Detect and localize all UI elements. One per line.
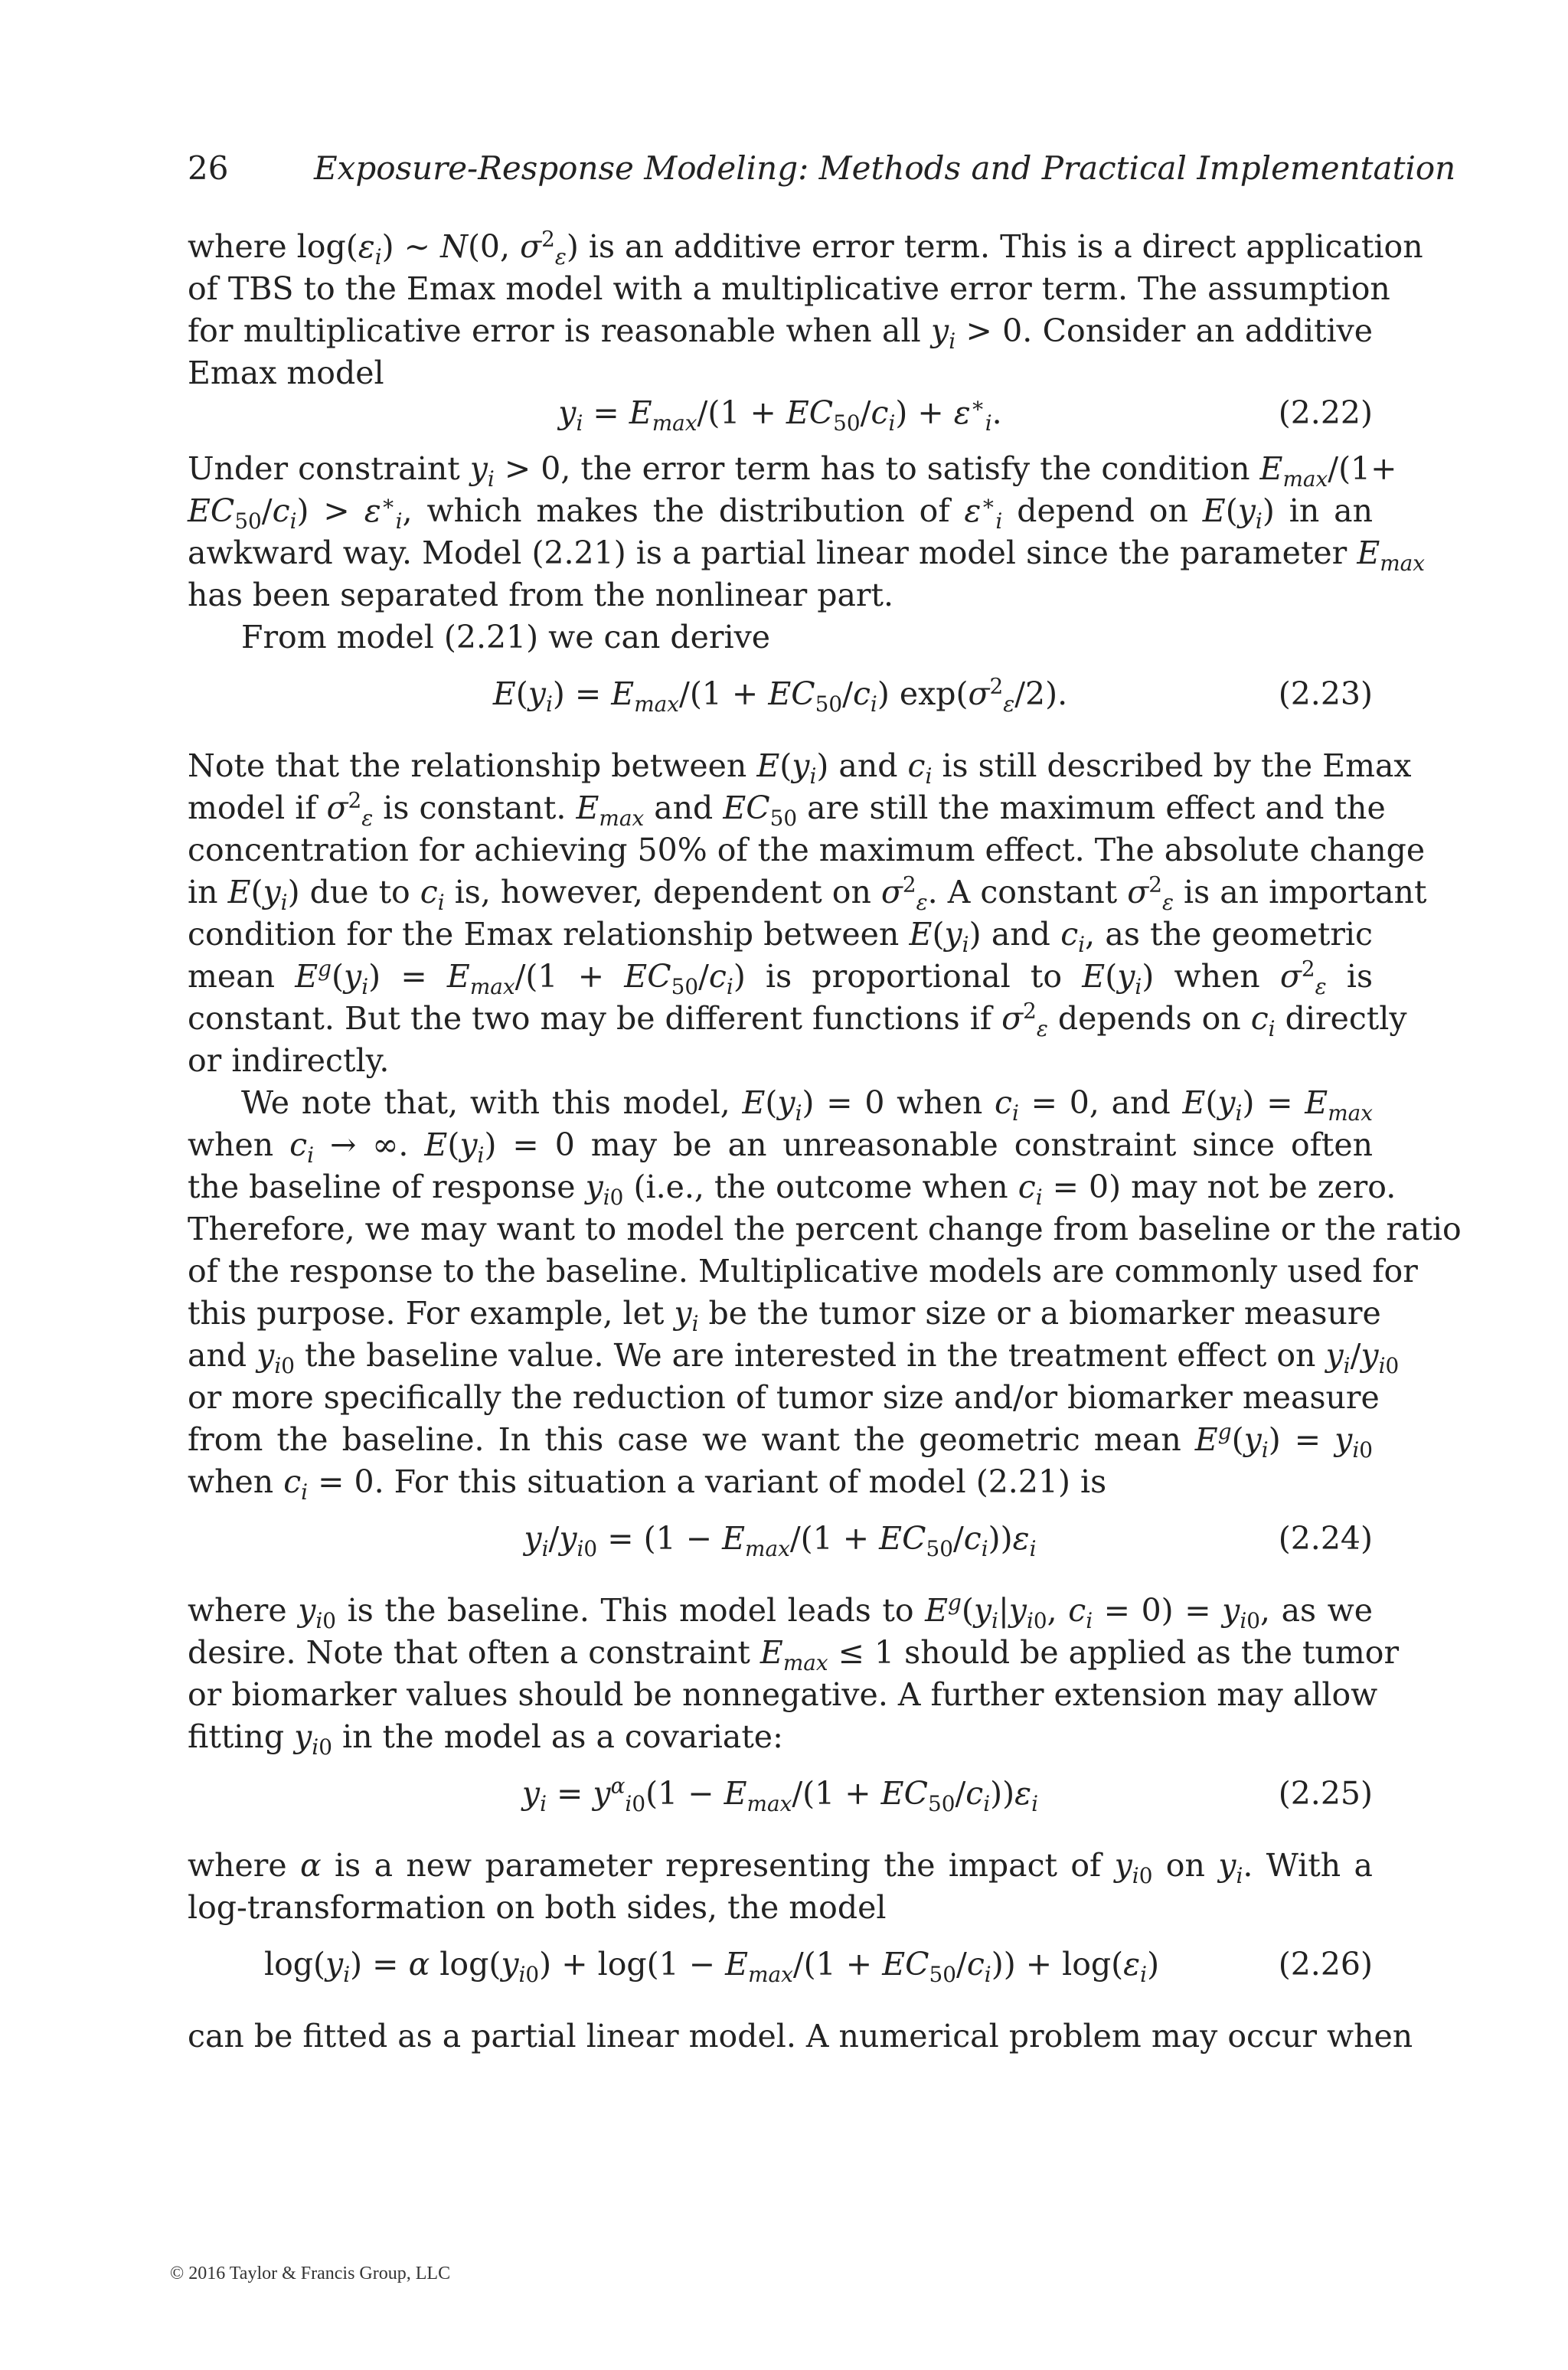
copyright-footer: © 2016 Taylor & Francis Group, LLC: [170, 2264, 451, 2283]
equation-2-26: [188, 1929, 1373, 2015]
text-line: where α is a new parameter representing the impact of $y_{i0}$ on $y_i$. With a: [188, 1847, 1373, 1889]
text-line: Note that the relationship between $E(y_i)$ and $c_i$ is still described by the Emax: [188, 747, 1412, 789]
text-line: and $y_{i0}$ the baseline value. We are interested in the treatment effect on $y_i/y_{i0}$: [188, 1337, 1400, 1379]
equation-number: (2.23): [1278, 675, 1373, 712]
body-text: [188, 226, 1462, 2058]
equation-2-23: [188, 659, 1373, 745]
equation-2-22: [188, 394, 1373, 448]
running-head: [188, 145, 1456, 191]
text-line: Under constraint $y_i > 0$, the error term has to satisfy the condition $E_{max}/(1+$: [188, 450, 1397, 492]
equation-2-25: [188, 1758, 1373, 1845]
equation-number: (2.25): [1278, 1775, 1373, 1812]
text-line: awkward way. Model (2.21) is a partial linear model since the parameter $E_{max}$: [188, 534, 1426, 577]
text-line: mean $E^g(y_i) = E_{max}/(1 + EC_{50}/c_i)$ is proportional to $E(y_i)$ when $\sigma^2_\varepsilon$ is: [188, 956, 1374, 1000]
text-line: Therefore, we may want to model the percent change from baseline or the ratio: [188, 1211, 1462, 1247]
text-line: or more specifically the reduction of tumor size and/or biomarker measure: [188, 1379, 1380, 1416]
text-line: of TBS to the Emax model with a multiplicative error term. The assumption: [188, 270, 1390, 307]
text-line: condition for the Emax relationship between $E(y_i)$ and $c_i$, as the geometric: [188, 916, 1374, 958]
text-line: or indirectly.: [188, 1042, 390, 1079]
equation-number: (2.26): [1278, 1946, 1373, 1983]
running-title: Exposure-Response Modeling: Methods and Practical Implementation: [314, 149, 1456, 187]
text-line: From model (2.21) we can derive: [241, 619, 771, 655]
text-line: when $c_i$ → ∞. $E(y_i) = 0$ may be an unreasonable constraint since often: [188, 1126, 1374, 1169]
text-line: We note that, with this model, $E(y_i) = 0$ when $c_i = 0$, and $E(y_i) = E_{max}$: [241, 1084, 1374, 1126]
text-line: the baseline of response $y_{i0}$ (i.e., the outcome when $c_i = 0$) may not be zero.: [188, 1169, 1396, 1211]
equation-number: (2.24): [1278, 1520, 1373, 1557]
page-number: 26: [188, 149, 229, 187]
text-line: fitting $y_{i0}$ in the model as a covariate:: [188, 1718, 783, 1760]
text-line: $EC_{50}/c_i) > \varepsilon^∗_i$, which makes the distribution of $\varepsilon^∗_i$ depend on $E(y_i)$ in an: [188, 490, 1374, 534]
equation-body: $y_i = y^\alpha_{i0}(1 - E_{max}/(1 + EC_{50}/c_i))\varepsilon_i$: [521, 1773, 1039, 1817]
equation-body: $y_i/y_{i0} = (1 - E_{max}/(1 + EC_{50}/c_i))\varepsilon_i$: [524, 1520, 1037, 1562]
text-line: desire. Note that often a constraint $E_{max} \le 1$ should be applied as the tumor: [188, 1634, 1400, 1676]
text-line: in $E(y_i)$ due to $c_i$ is, however, dependent on $\sigma^2_\varepsilon$. A constant $\sigma^2_\varepsilon$ is an important: [188, 871, 1427, 916]
text-line: of the response to the baseline. Multiplicative models are commonly used for: [188, 1253, 1418, 1290]
text-line: model if $\sigma^2_\varepsilon$ is constant. $E_{max}$ and $EC_{50}$ are still the maximum effect and the: [188, 787, 1386, 832]
text-line: can be fitted as a partial linear model. A numerical problem may occur when: [188, 2018, 1413, 2055]
text-line: for multiplicative error is reasonable when all $y_i > 0$. Consider an additive: [188, 312, 1373, 355]
equation-body: $E(y_i) = E_{max}/(1 + EC_{50}/c_i)$ $\exp(\sigma^2_\varepsilon/2)$.: [492, 673, 1068, 718]
text-line: constant. But the two may be different functions if $\sigma^2_\varepsilon$ depends on $c_i$ directly: [188, 998, 1407, 1042]
equation-body: $\log(y_i) = \alpha$ $\log(y_{i0}) + \log(1 - E_{max}/(1 + EC_{50}/c_i)) + \log(\varepsilon_i)$: [264, 1946, 1160, 1988]
equation-2-24: [188, 1503, 1373, 1590]
text-line: when $c_i = 0$. For this situation a variant of model (2.21) is: [188, 1463, 1107, 1505]
text-line: has been separated from the nonlinear part.: [188, 577, 893, 613]
text-line: concentration for achieving 50% of the maximum effect. The absolute change: [188, 832, 1426, 868]
text-line: Emax model: [188, 355, 384, 391]
equation-number: (2.22): [1278, 394, 1373, 431]
text-line: where $\log(\varepsilon_i)$ ∼ N(0, $\sigma^2_\varepsilon$) is an additive error term. This is a direct application: [188, 226, 1423, 270]
text-line: log-transformation on both sides, the model: [188, 1889, 887, 1926]
text-line: from the baseline. In this case we want the geometric mean $E^g(y_i) = y_{i0}$: [188, 1419, 1373, 1463]
text-line: or biomarker values should be nonnegative. A further extension may allow: [188, 1676, 1378, 1713]
equation-body: $y_i = E_{max}/(1 + EC_{50}/c_i) + \varepsilon^∗_i$.: [558, 392, 1002, 436]
text-line: this purpose. For example, let $y_i$ be the tumor size or a biomarker measure: [188, 1295, 1381, 1337]
text-line: where $y_{i0}$ is the baseline. This model leads to $E^g(y_i|y_{i0}$, $c_i = 0) = y_{i0}$, as we: [188, 1590, 1373, 1634]
